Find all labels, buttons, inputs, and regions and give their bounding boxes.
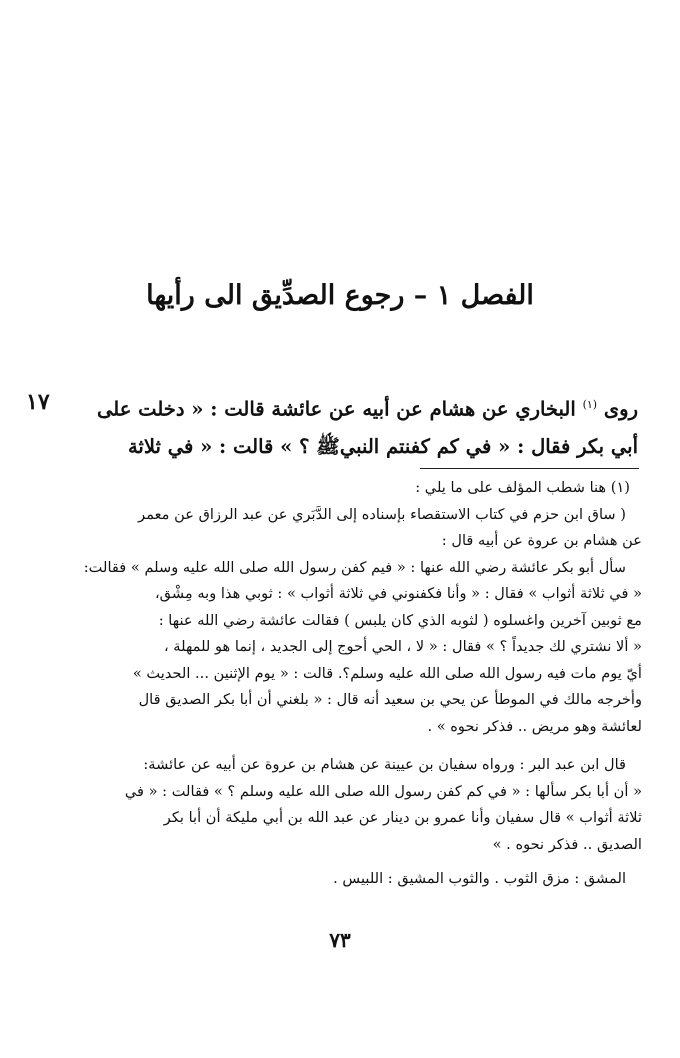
footnote-line: « أن أبا بكر سألها : « في كم كفن رسول الله صلى الله عليه وسلم ؟ » فقالت : « في — [124, 782, 642, 800]
main-text-lead: روى — [603, 397, 638, 421]
footnote-line: (١) هنا شطب المؤلف على ما يلي : — [415, 479, 630, 496]
footnote-line: ثلاثة أثواب » قال سفيان وأنا عمرو بن دينار عن عبد الله بن أبي مليكة أن أبا بكر — [163, 809, 642, 826]
chapter-title: الفصل ١ – رجوع الصدِّيق الى رأيها — [146, 280, 534, 311]
footnote-line: مع ثوبين آخرين واغسلوه ( لثوبه الذي كان يلبس ) فقالت عائشة رضي الله عنها : — [158, 611, 642, 629]
footnote-line: ( ساق ابن حزم في كتاب الاستقصاء بإسناده إلى الدَّبَري عن عبد الرزاق عن معمر — [138, 505, 626, 523]
footnote-line: المشق : مزق الثوب . والثوب المشيق : اللبيس . — [333, 870, 626, 887]
page-number: ٧٣ — [329, 928, 351, 952]
footnote-line: سأل أبو بكر عائشة رضي الله عنها : « فيم كفن رسول الله صلى الله عليه وسلم » فقالت: — [83, 558, 626, 576]
footnote-line: « ألا نشتري لك جديداً ؟ » فقال : « لا ، الحي أحوج إلى الجديد ، إنما هو للمهلة ، — [163, 638, 642, 655]
main-text-line: أبي بكر فقال : « في كم كفنتم النبيﷺ ؟ » قالت : « في ثلاثة — [127, 434, 638, 458]
footnote-line: أيّ يوم مات فيه رسول الله صلى الله عليه وسلم؟. قالت : « يوم الإثنين ... الحديث » — [132, 664, 642, 682]
main-text-line — [96, 386, 638, 428]
footnotes — [30, 475, 642, 893]
footnote-line: « في ثلاثة أثواب » فقال : « وأنا فكفنوني في ثلاثة أثواب » : ثوبي هذا وبه مِشْق، — [154, 585, 642, 602]
main-text — [96, 386, 638, 465]
paragraph-number: ١٧ — [26, 389, 50, 415]
footnote-line: قال ابن عبد البر : ورواه سفيان بن عيينة عن هشام بن عروة عن أبيه عن عائشة: — [143, 756, 626, 773]
footnote-reference: (١) — [582, 398, 598, 411]
footnote-line: وأخرجه مالك في الموطأ عن يحي بن سعيد أنه قال : « بلغني أن أبا بكر الصديق قال — [138, 691, 642, 708]
footnote-line: لعائشة وهو مريض .. فذكر نحوه » . — [427, 717, 642, 735]
footnote-divider — [420, 468, 639, 469]
footnote-line: الصديق .. فذكر نحوه . » — [492, 835, 642, 853]
footnote-line: عن هشام بن عروة عن أبيه قال : — [441, 532, 642, 549]
main-text-rest: البخاري عن هشام عن أبيه عن عائشة قالت : « دخلت على — [97, 397, 576, 421]
